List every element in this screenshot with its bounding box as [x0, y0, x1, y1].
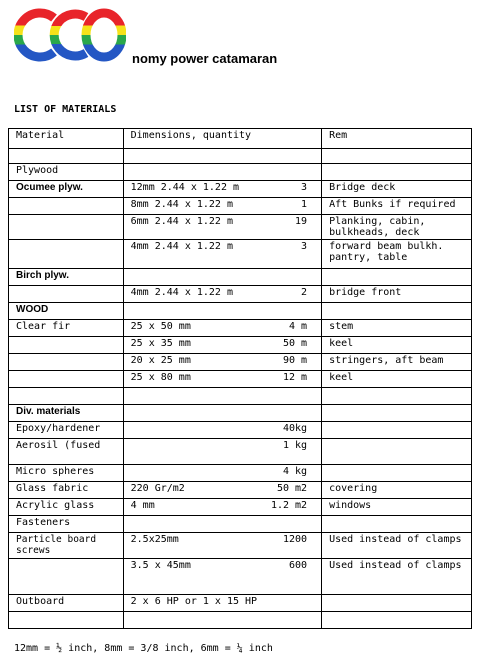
- eco-logo: [14, 4, 126, 66]
- remark-cell: [322, 595, 472, 612]
- table-row: [9, 499, 472, 516]
- dimensions-cell: [123, 198, 321, 215]
- quantity-text: 40kg: [282, 423, 308, 434]
- table-row: [9, 533, 472, 559]
- table-row: [9, 149, 472, 164]
- remark-cell: [322, 516, 472, 533]
- material-cell: [9, 559, 124, 595]
- quantity-text: 50 m: [282, 338, 308, 349]
- quantity-text: 19: [295, 216, 308, 227]
- material-cell: Particle board screws: [9, 533, 124, 559]
- quantity-text: 50 m2: [276, 483, 308, 494]
- quantity-text: 3: [301, 241, 308, 252]
- remark-cell: [322, 422, 472, 439]
- quantity-text: 4 kg: [282, 466, 308, 477]
- table-row: [9, 240, 472, 269]
- quantity-text: 1: [301, 199, 308, 210]
- dimension-text: Dimensions, quantity: [130, 130, 252, 141]
- dimensions-cell: [123, 422, 321, 439]
- table-row: [9, 198, 472, 215]
- dimensions-cell: [123, 499, 321, 516]
- dimensions-cell: [123, 240, 321, 269]
- quantity-text: 3: [301, 182, 308, 193]
- quantity-text: 600: [289, 560, 308, 571]
- material-cell: [9, 354, 124, 371]
- logo-letter-c: [54, 14, 86, 56]
- dimension-text: 4mm 2.44 x 1.22 m: [130, 287, 233, 298]
- table-row: [9, 371, 472, 388]
- dimensions-cell: [123, 303, 321, 320]
- dimension-text: 4mm 2.44 x 1.22 m: [130, 241, 233, 252]
- table-row: [9, 215, 472, 240]
- dimension-text: 2 x 6 HP or 1 x 15 HP: [130, 596, 258, 607]
- material-cell: Clear fir: [9, 320, 124, 337]
- dimensions-cell: [123, 337, 321, 354]
- table-row: [9, 388, 472, 405]
- dimension-text: 8mm 2.44 x 1.22 m: [130, 199, 233, 210]
- dimensions-cell: [123, 439, 321, 465]
- remark-cell: Bridge deck: [322, 181, 472, 198]
- footnote: 12mm = ½ inch, 8mm = 3/8 inch, 6mm = ¼ inch: [14, 643, 273, 654]
- table-row: [9, 269, 472, 286]
- remark-cell: Used instead of clamps: [322, 559, 472, 595]
- dimensions-cell: [123, 164, 321, 181]
- quantity-text: [307, 130, 315, 141]
- remark-cell: forward beam bulkh. pantry, table: [322, 240, 472, 269]
- table-row: [9, 164, 472, 181]
- material-cell: WOOD: [9, 303, 124, 320]
- dimensions-cell: [123, 371, 321, 388]
- material-cell: [9, 371, 124, 388]
- table-row: [9, 516, 472, 533]
- dimension-text: 12mm 2.44 x 1.22 m: [130, 182, 240, 193]
- table-row: [9, 181, 472, 198]
- material-cell: Acrylic glass: [9, 499, 124, 516]
- remark-cell: stem: [322, 320, 472, 337]
- table-row: [9, 286, 472, 303]
- remark-cell: [322, 405, 472, 422]
- document-subtitle: nomy power catamaran: [132, 51, 278, 66]
- remark-cell: [322, 612, 472, 629]
- material-cell: [9, 612, 124, 629]
- quantity-text: 1200: [282, 534, 308, 545]
- table-row: [9, 354, 472, 371]
- dimensions-cell: [123, 269, 321, 286]
- material-cell: Aerosil (fused: [9, 439, 124, 465]
- table-row: [9, 465, 472, 482]
- table-row: [9, 422, 472, 439]
- quantity-text: 90 m: [282, 355, 308, 366]
- remark-cell: windows: [322, 499, 472, 516]
- quantity-text: 1 kg: [282, 440, 308, 451]
- material-cell: [9, 240, 124, 269]
- remark-cell: keel: [322, 337, 472, 354]
- material-cell: Glass fabric: [9, 482, 124, 499]
- remark-cell: [322, 149, 472, 164]
- remark-cell: [322, 388, 472, 405]
- logo-letter-e: [18, 13, 54, 57]
- quantity-text: 1.2 m2: [270, 500, 308, 511]
- remark-cell: [322, 439, 472, 465]
- dimensions-cell: [123, 149, 321, 164]
- remark-cell: Used instead of clamps: [322, 533, 472, 559]
- quantity-text: 12 m: [282, 372, 308, 383]
- remark-cell: covering: [322, 482, 472, 499]
- dimension-text: 2.5x25mm: [130, 534, 179, 545]
- material-cell: [9, 215, 124, 240]
- dimension-text: 3.5 x 45mm: [130, 560, 191, 571]
- section-title: LIST OF MATERIALS: [14, 104, 117, 115]
- table-row: [9, 320, 472, 337]
- material-cell: Material: [9, 129, 124, 149]
- remark-cell: stringers, aft beam: [322, 354, 472, 371]
- material-cell: Birch plyw.: [9, 269, 124, 286]
- dimension-text: 220 Gr/m2: [130, 483, 185, 494]
- dimensions-cell: [123, 405, 321, 422]
- table-header-row: [9, 129, 472, 149]
- remark-cell: [322, 465, 472, 482]
- remark-cell: bridge front: [322, 286, 472, 303]
- dimensions-cell: [123, 559, 321, 595]
- material-cell: Plywood: [9, 164, 124, 181]
- material-cell: [9, 388, 124, 405]
- material-cell: Div. materials: [9, 405, 124, 422]
- dimensions-cell: [123, 354, 321, 371]
- material-cell: Micro spheres: [9, 465, 124, 482]
- material-cell: Epoxy/hardener: [9, 422, 124, 439]
- remark-cell: [322, 269, 472, 286]
- remark-cell: Rem: [322, 129, 472, 149]
- dimensions-cell: [123, 595, 321, 612]
- table-row: [9, 482, 472, 499]
- remark-cell: Aft Bunks if required: [322, 198, 472, 215]
- dimension-text: 4 mm: [130, 500, 155, 511]
- dimensions-cell: [123, 320, 321, 337]
- logo-letter-o: [86, 13, 122, 57]
- dimensions-cell: [123, 516, 321, 533]
- table-row: [9, 303, 472, 320]
- dimensions-cell: [123, 465, 321, 482]
- materials-table: [8, 128, 472, 629]
- table-row: [9, 337, 472, 354]
- material-cell: [9, 198, 124, 215]
- material-cell: [9, 337, 124, 354]
- dimension-text: 20 x 25 mm: [130, 355, 191, 366]
- quantity-text: 2: [301, 287, 308, 298]
- dimensions-cell: [123, 215, 321, 240]
- dimension-text: 25 x 35 mm: [130, 338, 191, 349]
- material-cell: [9, 149, 124, 164]
- dimensions-cell: [123, 482, 321, 499]
- table-row: [9, 612, 472, 629]
- dimensions-cell: [123, 388, 321, 405]
- table-row: [9, 405, 472, 422]
- table-row: [9, 439, 472, 465]
- table-row: [9, 595, 472, 612]
- dimension-text: 25 x 50 mm: [130, 321, 191, 332]
- dimensions-cell: [123, 129, 321, 149]
- remark-cell: [322, 303, 472, 320]
- dimensions-cell: [123, 181, 321, 198]
- material-cell: Outboard: [9, 595, 124, 612]
- remark-cell: keel: [322, 371, 472, 388]
- material-cell: Fasteners: [9, 516, 124, 533]
- dimensions-cell: [123, 533, 321, 559]
- dimension-text: 6mm 2.44 x 1.22 m: [130, 216, 233, 227]
- remark-cell: [322, 164, 472, 181]
- remark-cell: Planking, cabin, bulkheads, deck: [322, 215, 472, 240]
- material-cell: Ocumee plyw.: [9, 181, 124, 198]
- dimensions-cell: [123, 612, 321, 629]
- material-cell: [9, 286, 124, 303]
- quantity-text: [307, 596, 315, 607]
- dimension-text: 25 x 80 mm: [130, 372, 191, 383]
- table-row: [9, 559, 472, 595]
- quantity-text: 4 m: [289, 321, 308, 332]
- dimensions-cell: [123, 286, 321, 303]
